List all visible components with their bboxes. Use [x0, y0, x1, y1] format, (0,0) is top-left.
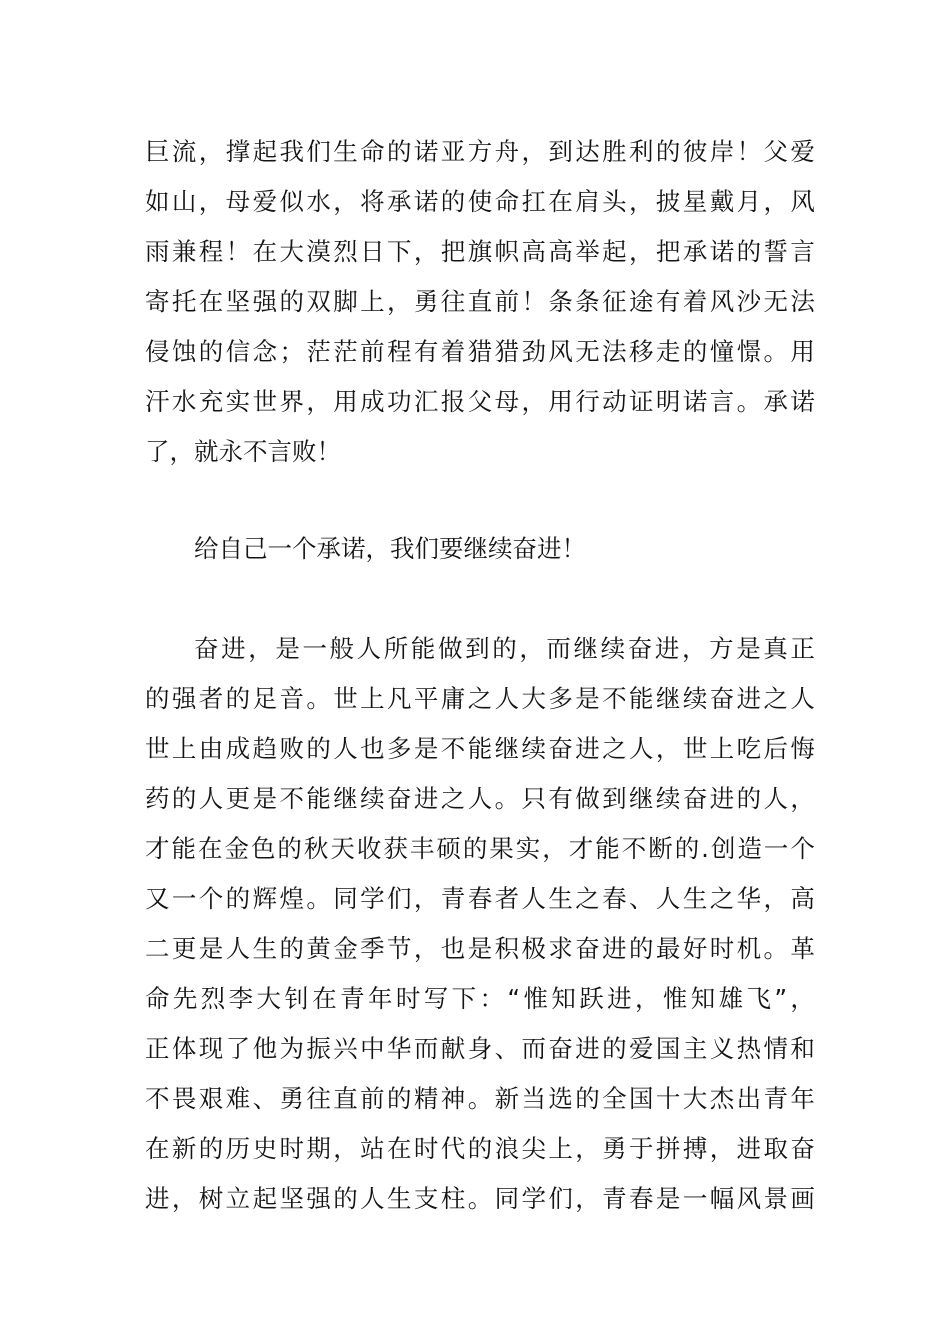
text-line: 了，就永不言败！ [145, 437, 341, 466]
text-line: 正 体 现 了 他 为 振 兴 中 华 而 献 身 、 而 奋 进 的 爱 国 主 义 热 情 和 [145, 1034, 815, 1063]
text-line: 雨 兼 程 ！ 在 大 漠 烈 日 下 ， 把 旗 帜 高 高 举 起 ， 把 承 诺 的 誓 言 [145, 237, 815, 266]
text-line: 药 的 人 更 是 不 能 继 续 奋 进 之 人 。 只 有 做 到 继 续 奋 进 的 人 ， [145, 784, 815, 813]
paragraph-2 [145, 524, 815, 574]
text-line: 进 ， 树 立 起 坚 强 的 人 生 支 柱 。 同 学 们 ， 青 春 是 一 幅 风 景 画 [145, 1184, 815, 1213]
paragraph-1 [145, 127, 815, 477]
text-line: 世 上 由 成 趋 败 的 人 也 多 是 不 能 继 续 奋 进 之 人 ， 世 上 吃 后 悔 [145, 734, 815, 763]
text-line: 汗 水 充 实 世 界 ， 用 成 功 汇 报 父 母 ， 用 行 动 证 明 诺 言 。 承 诺 [145, 387, 815, 416]
text-line: 命 先 烈 李 大 钊 在 青 年 时 写 下 ： “ 惟 知 跃 进 ， 惟 知 雄 飞 ” ， [145, 984, 815, 1013]
text-line: 才 能 在 金 色 的 秋 天 收 获 丰 硕 的 果 实 ， 才 能 不 断 的 . 创 造 一 个 [145, 834, 815, 863]
paragraph-3 [145, 624, 815, 1224]
text-line: 二 更 是 人 生 的 黄 金 季 节 ， 也 是 积 极 求 奋 进 的 最 好 时 机 。 革 [145, 934, 815, 963]
text-line: 的 强 者 的 足 音 。 世 上 凡 平 庸 之 人 大 多 是 不 能 继 续 奋 进 之 人 [145, 684, 815, 713]
text-line: 又 一 个 的 辉 煌 。 同 学 们 ， 青 春 者 人 生 之 春 、 人 生 之 华 ， 高 [145, 884, 815, 913]
text-line: 侵 蚀 的 信 念 ； 茫 茫 前 程 有 着 猎 猎 劲 风 无 法 移 走 的 憧 憬 。 用 [145, 337, 815, 366]
text-line: 如 山 ， 母 爱 似 水 ， 将 承 诺 的 使 命 扛 在 肩 头 ， 披 星 戴 月 ， 风 [145, 187, 815, 216]
text-line: 寄 托 在 坚 强 的 双 脚 上 ， 勇 往 直 前 ！ 条 条 征 途 有 着 风 沙 无 法 [145, 287, 815, 316]
text-line: 在 新 的 历 史 时 期 ， 站 在 时 代 的 浪 尖 上 ， 勇 于 拼 搏 ， 进 取 奋 [145, 1134, 815, 1163]
text-line: 不 畏 艰 难 、 勇 往 直 前 的 精 神 。 新 当 选 的 全 国 十 大 杰 出 青 年 [145, 1084, 815, 1113]
text-line: 奋 进 ， 是 一 般 人 所 能 做 到 的 ， 而 继 续 奋 进 ， 方 是 真 正 [194, 634, 815, 663]
text-line: 给自己一个承诺，我们要继续奋进！ [194, 534, 586, 563]
text-line: 巨 流 ， 撑 起 我 们 生 命 的 诺 亚 方 舟 ， 到 达 胜 利 的 彼 岸 ！ 父 爱 [145, 137, 815, 166]
